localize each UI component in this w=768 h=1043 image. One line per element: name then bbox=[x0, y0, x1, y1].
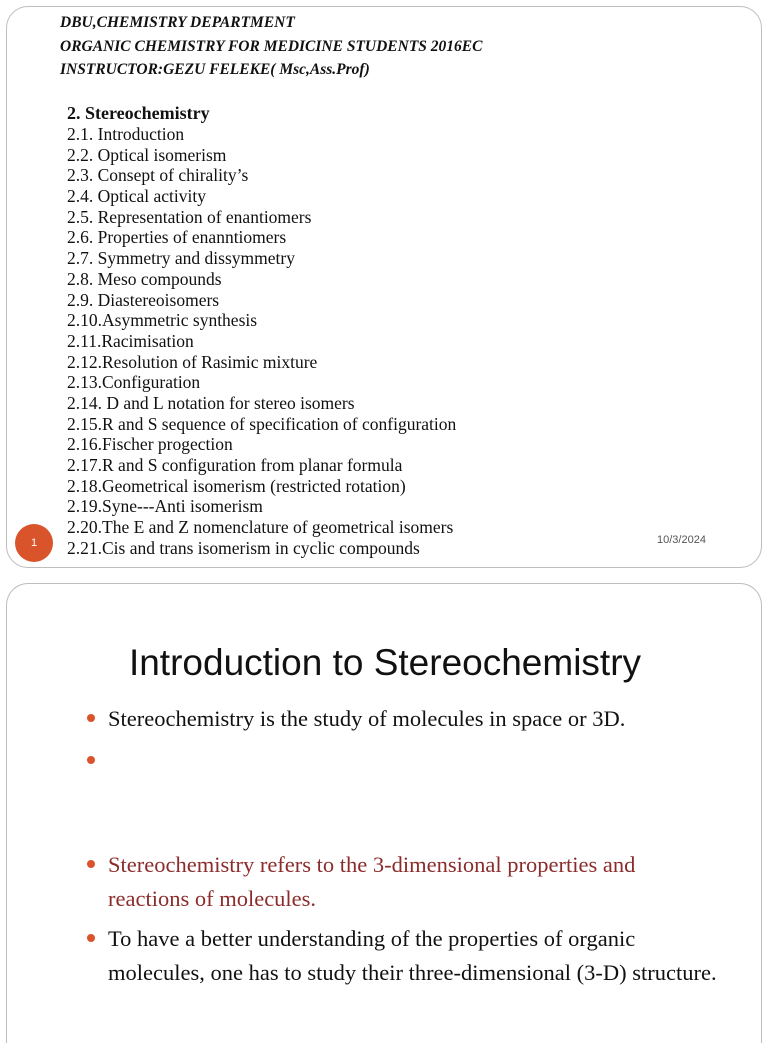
toc-item: 2.15.R and S sequence of specification of configuration bbox=[67, 413, 457, 434]
bullet-item-empty bbox=[87, 744, 721, 778]
toc-list bbox=[67, 124, 456, 558]
toc-item: 2.3. Consept of chirality’s bbox=[67, 165, 249, 186]
slide-title: Introduction to Stereochemistry bbox=[128, 642, 642, 683]
toc-item: 2.21.Cis and trans isomerism in cyclic compounds bbox=[67, 537, 420, 558]
toc-item: 2.13.Configuration bbox=[67, 372, 201, 393]
page-number-badge: 1 bbox=[15, 524, 53, 562]
toc-item: 2.17.R and S configuration from planar formula bbox=[67, 455, 403, 475]
header-department: DBU,CHEMISTRY DEPARTMENT bbox=[60, 14, 295, 31]
slide-date: 10/3/2024 bbox=[657, 534, 706, 546]
bullet-item bbox=[87, 702, 721, 736]
bullet-dot-icon bbox=[87, 860, 95, 868]
bullet-list bbox=[87, 702, 721, 990]
toc-item: 2.4. Optical activity bbox=[67, 186, 206, 207]
bullet-text: To have a better understanding of the properties of organic molecules, one has to study their three-dimensional (3-D) structure. bbox=[108, 926, 717, 985]
toc-item: 2.10.Asymmetric synthesis bbox=[67, 310, 258, 331]
toc-item: 2.18.Geometrical isomerism (restricted rotation) bbox=[67, 475, 406, 496]
bullet-item-highlight bbox=[87, 848, 721, 916]
bullet-dot-icon bbox=[87, 714, 95, 722]
toc-item: 2.7. Symmetry and dissymmetry bbox=[67, 248, 295, 269]
toc-item: 2.11.Racimisation bbox=[67, 330, 194, 351]
header-instructor: INSTRUCTOR:GEZU FELEKE( Msc,Ass.Prof) bbox=[60, 61, 370, 78]
toc-item: 2.1. Introduction bbox=[67, 124, 185, 144]
toc-item: 2.9. Diastereoisomers bbox=[67, 289, 220, 310]
header-course: ORGANIC CHEMISTRY FOR MEDICINE STUDENTS 2016EC bbox=[60, 38, 483, 55]
bullet-dot-icon bbox=[87, 756, 95, 764]
bullet-text: Stereochemistry is the study of molecules in space or 3D. bbox=[108, 706, 626, 731]
toc-item: 2.14. D and L notation for stereo isomers bbox=[67, 392, 355, 413]
toc-title: 2. Stereochemistry bbox=[67, 103, 210, 123]
bullet-text: Stereochemistry refers to the 3-dimensional properties and reactions of molecules. bbox=[108, 852, 636, 911]
toc-item: 2.6. Properties of enanntiomers bbox=[67, 227, 287, 248]
toc-item: 2.12.Resolution of Rasimic mixture bbox=[67, 351, 318, 372]
toc-item: 2.8. Meso compounds bbox=[67, 268, 222, 289]
toc-item: 2.20.The E and Z nomenclature of geometrical isomers bbox=[67, 517, 454, 538]
bullet-dot-icon bbox=[87, 934, 95, 942]
slide-1 bbox=[6, 6, 762, 568]
toc-item: 2.19.Syne---Anti isomerism bbox=[67, 496, 263, 517]
toc-item: 2.5. Representation of enantiomers bbox=[67, 206, 312, 227]
slide-2 bbox=[6, 583, 762, 1043]
toc-item: 2.16.Fischer progection bbox=[67, 434, 233, 455]
bullet-item bbox=[87, 922, 721, 990]
toc-item: 2.2. Optical isomerism bbox=[67, 144, 227, 165]
